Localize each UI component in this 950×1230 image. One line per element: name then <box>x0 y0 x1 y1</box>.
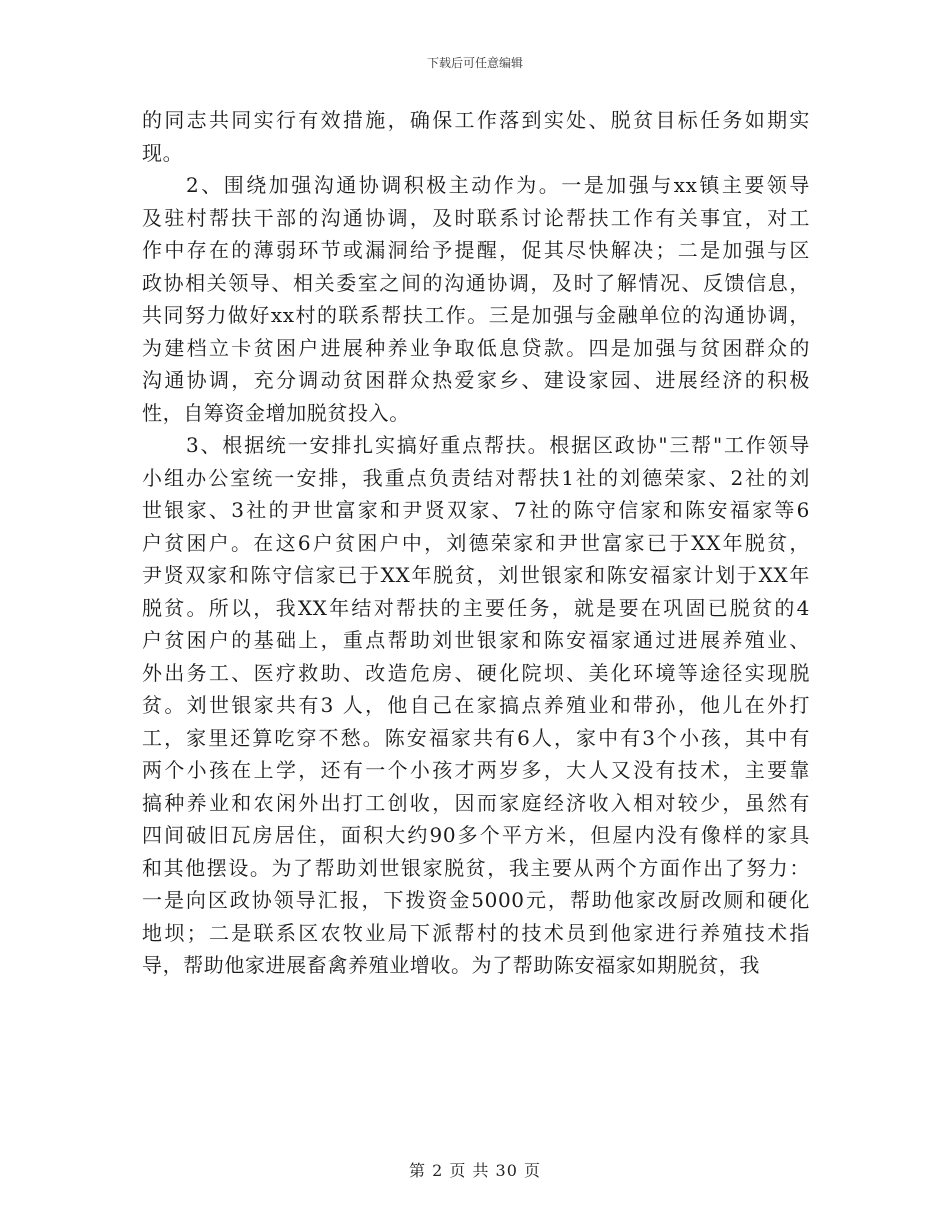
text-line: 四间破旧瓦房居住，面积大约90多个平方米，但屋内没有像样的家具 <box>142 823 810 847</box>
page-number: 第 2 页 共 30 页 <box>409 1161 541 1180</box>
text-line: 和其他摆设。为了帮助刘世银家脱贫，我主要从两个方面作出了努力： <box>142 855 810 880</box>
text-line: 3、根据统一安排扎实搞好重点帮扶。根据区政协"三帮"工作领导 <box>186 433 810 457</box>
text-line: 2、围绕加强沟通协调积极主动作为。一是加强与xx镇主要领导 <box>186 173 810 197</box>
text-line: 脱贫。所以，我XX年结对帮扶的主要任务，就是要在巩固已脱贫的4 <box>142 595 810 620</box>
text-line: 导，帮助他家进展畜禽养殖业增收。为了帮助陈安福家如期脱贫，我 <box>142 953 760 977</box>
text-line: 及驻村帮扶干部的沟通协调，及时联系讨论帮扶工作有关事宜，对工 <box>142 205 810 230</box>
text-line: 现。 <box>142 140 184 165</box>
text-line: 沟通协调，充分调动贫困群众热爱家乡、建设家园、进展经济的积极 <box>142 368 810 392</box>
text-line: 政协相关领导、相关委室之间的沟通协调，及时了解情况、反馈信息， <box>142 270 810 295</box>
paragraph <box>142 104 810 169</box>
text-line: 户贫困户。在这6户贫困户中，刘德荣家和尹世富家已于XX年脱贫， <box>142 530 810 555</box>
text-line: 地坝；二是联系区农牧业局下派帮村的技术员到他家进行养殖技术指 <box>142 920 810 945</box>
document-body <box>142 104 810 982</box>
text-line: 作中存在的薄弱环节或漏洞给予提醒，促其尽快解决；二是加强与区 <box>142 238 810 262</box>
text-line: 贫。刘世银家共有3 人，他自己在家搞点养殖业和带孙，他儿在外打 <box>142 693 810 717</box>
text-line: 外出务工、医疗救助、改造危房、硬化院坝、美化环境等途径实现脱 <box>142 660 810 685</box>
text-line: 共同努力做好xx村的联系帮扶工作。三是加强与金融单位的沟通协调， <box>142 303 810 327</box>
page-header: 下载后可任意编辑 <box>426 56 523 70</box>
text-line: 搞种养业和农闲外出打工创收，因而家庭经济收入相对较少，虽然有 <box>142 790 810 815</box>
text-line: 一是向区政协领导汇报，下拨资金5000元，帮助他家改厨改厕和硬化 <box>142 888 810 912</box>
text-line: 户贫困户的基础上，重点帮助刘世银家和陈安福家通过进展养殖业、 <box>142 628 810 652</box>
text-line: 性，自筹资金增加脱贫投入。 <box>142 400 410 425</box>
text-line: 世银家、3社的尹世富家和尹贤双家、7社的陈守信家和陈安福家等6 <box>142 498 810 522</box>
text-line: 两个小孩在上学，还有一个小孩才两岁多，大人又没有技术，主要靠 <box>142 758 810 782</box>
text-line: 的同志共同实行有效措施，确保工作落到实处、脱贫目标任务如期实 <box>142 108 810 132</box>
text-line: 工，家里还算吃穿不愁。陈安福家共有6人，家中有3个小孩，其中有 <box>142 725 810 750</box>
text-line: 为建档立卡贫困户进展种养业争取低息贷款。四是加强与贫困群众的 <box>142 335 810 360</box>
text-line: 小组办公室统一安排，我重点负责结对帮扶1社的刘德荣家、2社的刘 <box>142 465 810 490</box>
text-line: 尹贤双家和陈守信家已于XX年脱贫，刘世银家和陈安福家计划于XX年 <box>142 563 810 587</box>
paragraph <box>142 169 810 429</box>
paragraph <box>142 429 810 982</box>
